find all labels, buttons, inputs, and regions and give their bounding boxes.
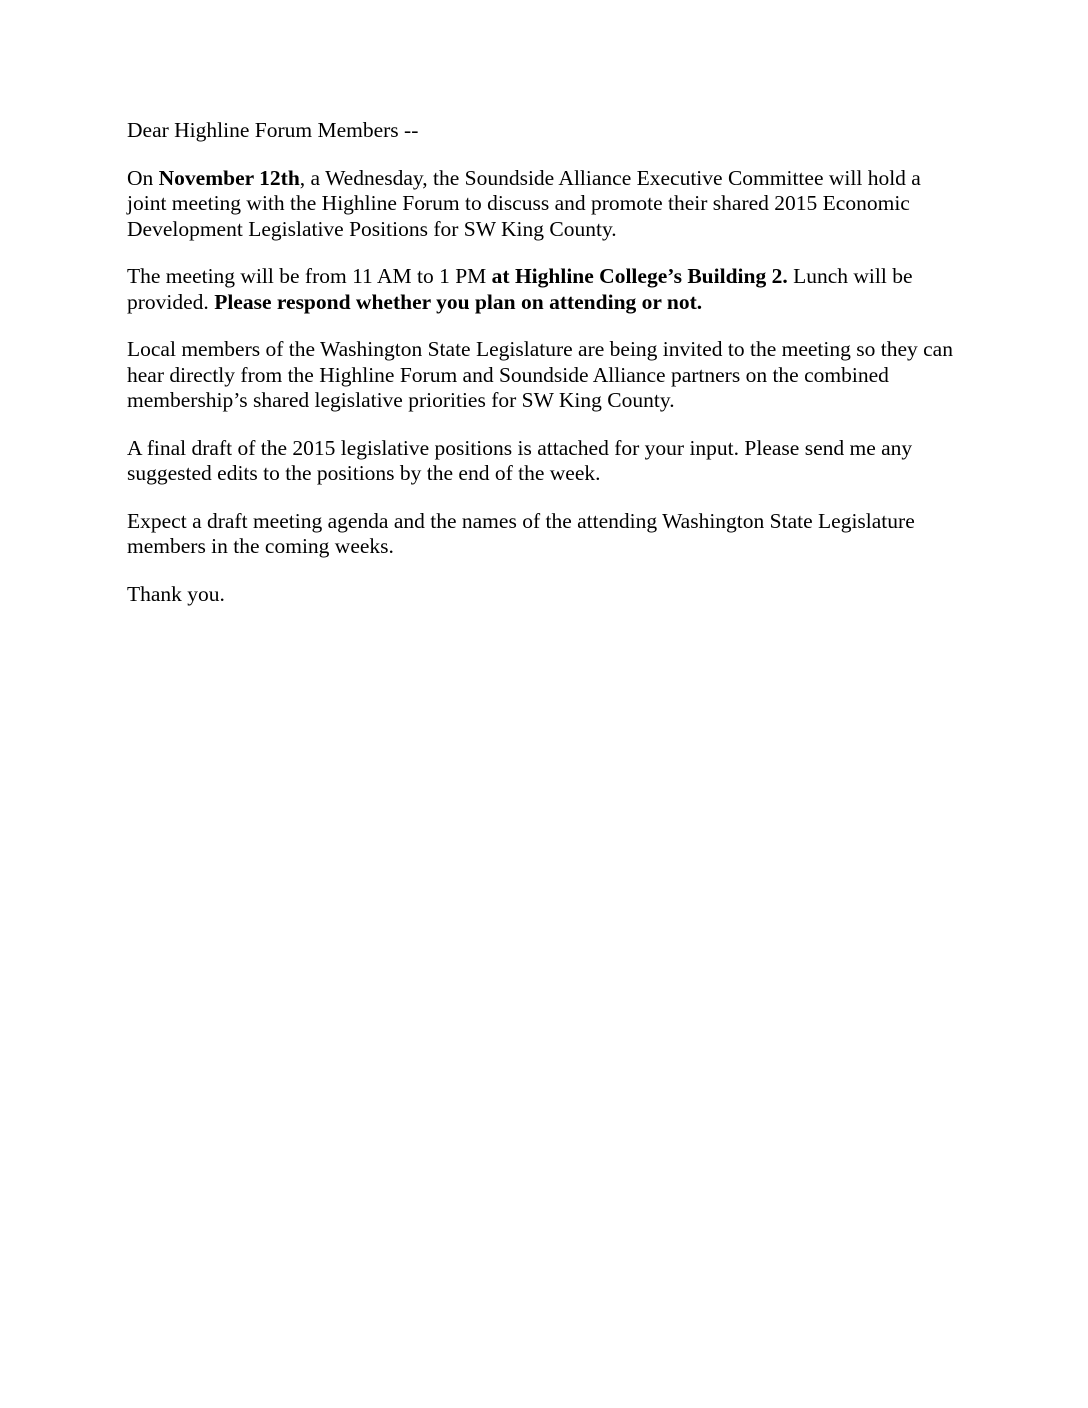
text-run: Please respond whether you plan on attending or not. [214, 289, 703, 314]
paragraph-meeting-announcement [127, 166, 953, 243]
text-run: Dear Highline Forum Members -- [127, 118, 419, 142]
text-run: A final draft of the 2015 legislative positions is attached for your input. Please send me any suggested edits to the positions by the end of the week. [127, 435, 913, 485]
paragraph-upcoming-items [127, 509, 953, 560]
text-run: On [127, 165, 159, 190]
paragraph-closing [127, 582, 953, 608]
paragraph-legislature-invitation [127, 337, 953, 414]
paragraph-salutation [127, 118, 953, 144]
letter-body [127, 118, 953, 607]
paragraph-meeting-details [127, 264, 953, 315]
text-run: November 12th [158, 165, 300, 190]
text-run: at Highline College’s Building 2. [491, 264, 788, 288]
text-run: Thank you. [127, 581, 225, 606]
text-run: , a Wednesday, the Soundside Alliance Executive Committee will hold a joint meeting with the Highline Forum to discuss and promote their shared 2015 Economic Development Legislative Positions for SW King County. [127, 165, 921, 241]
text-run: Lunch will be provided. [127, 264, 913, 314]
paragraph-attachment-request [127, 436, 953, 487]
text-run: Expect a draft meeting agenda and the names of the attending Washington State Legislature members in the coming weeks. [127, 508, 915, 558]
text-run: The meeting will be from 11 AM to 1 PM [127, 264, 492, 288]
text-run: Local members of the Washington State Legislature are being invited to the meeting so they can hear directly from the Highline Forum and Soundside Alliance partners on the combined membership’s shared legislative priorities for SW King County. [127, 337, 953, 412]
